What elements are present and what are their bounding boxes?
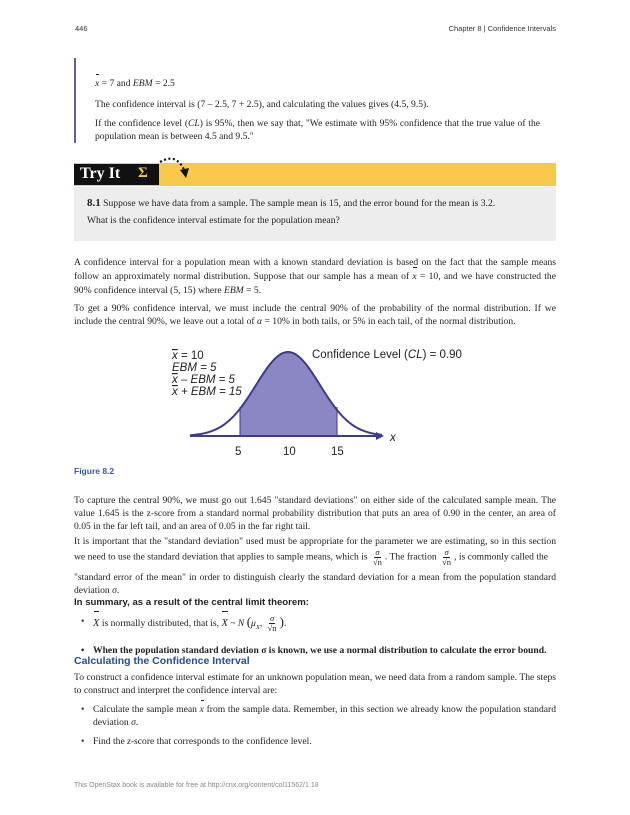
summary-heading: In summary, as a result of the central limit theorem:: [74, 597, 309, 608]
example-line-2: The confidence interval is (7 – 2.5, 7 + 2.5), and calculating the values gives (4.5, 9.5).: [95, 99, 429, 110]
page-number: 446: [75, 24, 88, 33]
paragraph-1: A confidence interval for a population mean with a known standard deviation is based on the fact that the sample means follow an approximately normal distribution. Suppose that our sample has a mean of x = 10, and we have constructed the 90% confidence interval (5, 15) where EBM = 5.: [74, 257, 556, 296]
sigma-over-root-n: $\frac{\sigma}{√n}$: [373, 547, 382, 567]
paragraph-2: To get a 90% confidence interval, we must include the central 90% of the probability of the normal distribution. If we include the central 90%, we leave out a total of α = 10% in both tails, or 5% in each tail, of the normal distribution.: [74, 303, 556, 327]
sigma-icon: Σ: [138, 165, 148, 181]
steps-list: [74, 703, 556, 748]
confidence-level-label: Confidence Level (CL) = 0.90: [312, 349, 462, 361]
summary-bullet-2: • When the population standard deviation σ is known, we use a normal distribution to calculate the error bound.: [74, 644, 556, 657]
try-it-box: [74, 187, 556, 241]
xbar-symbol: x: [95, 78, 100, 89]
x-axis-arrow: [376, 432, 384, 440]
footer-text: This OpenStax book is available for free at http://cnx.org/content/col11562/1.18: [74, 782, 319, 789]
figure-caption: Figure 8.2: [74, 466, 115, 476]
tick-label-10: 10: [283, 446, 296, 458]
example-box: [95, 77, 540, 143]
section-paragraph: To construct a confidence interval estimate for an unknown population mean, we need data from a random sample. The steps to construct and interpret the confidence interval are:: [74, 672, 556, 696]
sigma-over-root-n-2: $\frac{\sigma}{√n}$: [442, 547, 452, 567]
figure-8-2: [160, 338, 470, 463]
try-it-question: 8.1 Suppose we have data from a sample. The sample mean is 15, and the error bound for the mean is 3.2.: [87, 197, 496, 209]
label-ebm-5: EBM = 5: [172, 362, 217, 374]
example-line-3: If the confidence level (CL) is 95%, then we say that, "We estimate with 95% confidence that the true value of the population mean is between 4.5 and 9.5.": [95, 118, 540, 142]
summary-list: [74, 612, 556, 657]
shaded-central-region: [240, 352, 337, 436]
example-line-1: x = 7 and EBM = 2.5: [95, 78, 175, 89]
summary-bullet-1: • X is normally distributed, that is, X ~ N ($\mu_X$, $\frac{\sigma}{√n}$ ).: [74, 612, 556, 638]
tick-label-15: 15: [331, 446, 344, 458]
paragraph-4: It is important that the "standard deviation" used must be appropriate for the parameter we are estimating, so in this section we need to use the standard deviation that applies to sample means, which is $\frac{\sigma}{√n}$ . The fraction $\frac{\sigma}{√n}$ , is commonly called the "standard error of the mean" in order to distinguish clearly the standard deviation for a mean from the population standard deviation σ.: [74, 536, 556, 596]
tick-label-5: 5: [235, 446, 242, 458]
label-upper-bound: x + EBM = 15: [172, 386, 242, 398]
try-it-label: Try It: [80, 165, 121, 182]
section-heading: Calculating the Confidence Interval: [74, 655, 250, 667]
step-1: • Calculate the sample mean x from the sample data. Remember, in this section we already know the population standard deviation σ.: [74, 703, 556, 729]
label-lower-bound: x – EBM = 5: [172, 374, 235, 386]
label-xbar-10: x = 10: [172, 350, 204, 362]
try-it-label-box: [74, 164, 159, 185]
dotted-arrow-icon: [155, 152, 195, 186]
step-2: • Find the z-score that corresponds to the confidence level.: [74, 735, 556, 748]
try-it-question-b: What is the confidence interval estimate for the population mean?: [87, 215, 340, 226]
example-left-rule: [74, 58, 76, 143]
axis-variable-label: x: [390, 432, 396, 444]
chapter-header: Chapter 8 | Confidence Intervals: [448, 24, 556, 33]
paragraph-3: To capture the central 90%, we must go out 1.645 "standard deviations" on either side of the calculated sample mean. The value 1.645 is the z-score from a standard normal probability distribution that puts an area of 0.90 in the center, an area of 0.05 in the far left tail, and an area of 0.05 in the far right tail.: [74, 495, 556, 532]
